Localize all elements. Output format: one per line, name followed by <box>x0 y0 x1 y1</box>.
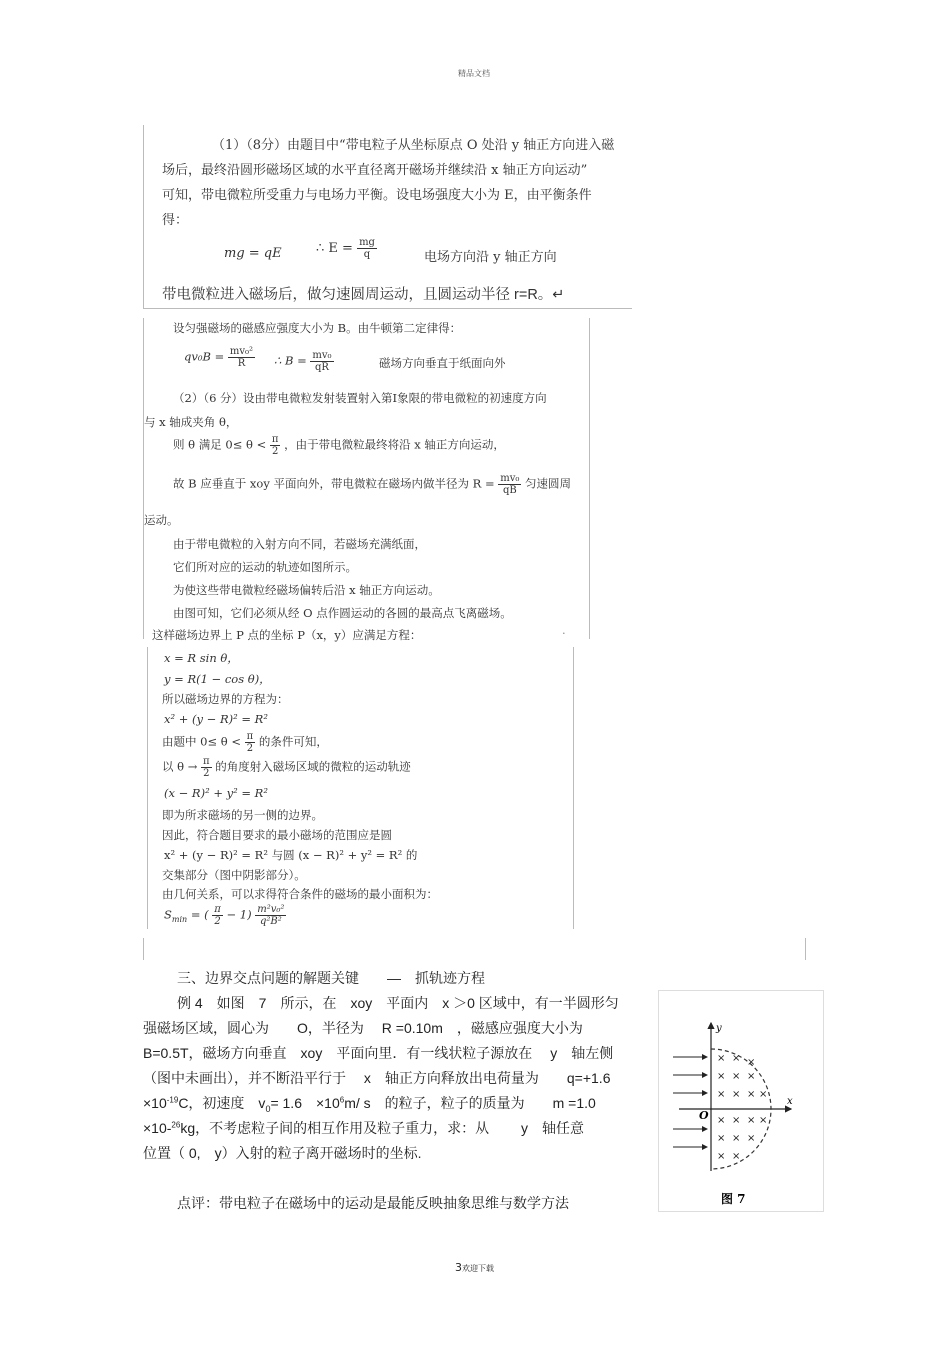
field-into-page-mark: × <box>717 1071 726 1082</box>
field-into-page-mark: × <box>717 1151 726 1162</box>
equation <box>274 350 334 373</box>
text-line <box>164 904 286 927</box>
denominator: 2 <box>214 916 221 927</box>
text-line: （1）（8分）由题目中“带电粒子从坐标原点 O 处沿 y 轴正方向进入磁 <box>212 138 615 153</box>
text-line <box>173 434 505 457</box>
fraction <box>255 904 286 927</box>
text-line: 可知，带电微粒所受重力与电场力平衡。设电场强度大小为 E，由平衡条件 <box>162 188 592 203</box>
figure-caption: 图 7 <box>721 1192 746 1206</box>
fraction <box>357 237 377 260</box>
equation: mg = qE <box>224 246 282 261</box>
text-part: 由题中 0≤ θ < <box>162 734 241 749</box>
field-into-page-mark: × <box>732 1071 741 1082</box>
field-into-page-mark: × <box>717 1115 726 1126</box>
text-line: （2）（6 分）设由带电微粒发射装置射入第Ⅰ象限的带电微粒的初速度方向 <box>173 391 547 405</box>
text-part: − 1) <box>226 907 252 922</box>
field-into-page-mark: × <box>717 1133 726 1144</box>
text-part: ×10 <box>143 1095 167 1111</box>
field-into-page-mark: × <box>732 1133 741 1144</box>
denominator: qR <box>314 362 329 373</box>
origin-label: O <box>699 1109 709 1122</box>
solution-block-2 <box>143 318 590 642</box>
equation <box>316 237 377 260</box>
denominator: qB <box>502 485 517 496</box>
text-line: 由于带电微粒的入射方向不同，若磁场充满纸面， <box>173 537 426 551</box>
text-part: = 1.6 ×10 <box>270 1095 340 1111</box>
page-footer <box>455 1261 494 1274</box>
field-into-page-mark: × <box>717 1089 726 1100</box>
text-line: 与 x 轴成夹角 θ， <box>144 415 238 429</box>
equation <box>184 346 255 369</box>
x-axis-label: x <box>787 1096 793 1107</box>
text-line: (x − R)² + y² = R² <box>164 786 268 800</box>
numerator: mv₀² <box>229 346 254 357</box>
paragraph-line: 例 4 如图 7 所示，在 xoy 平面内 x ＞0 区域中，有一半圆形匀 <box>177 995 619 1011</box>
text-line: 因此，符合题目要求的最小磁场的范围应是圆 <box>162 828 392 842</box>
text-part: C，初速度 v <box>178 1095 266 1111</box>
footer-text: 欢迎下载 <box>462 1264 494 1273</box>
divider <box>805 938 806 960</box>
equation-note: 磁场方向垂直于纸面向外 <box>379 356 506 370</box>
magnetic-field-diagram <box>659 991 823 1211</box>
field-into-page-mark: × <box>747 1089 756 1100</box>
fraction <box>498 473 521 496</box>
text-line <box>173 473 571 496</box>
text-line: x² + (y − R)² = R² <box>164 712 268 726</box>
text-line: 这样磁场边界上 P 点的坐标 P（x，y）应满足方程： <box>152 628 422 642</box>
subscript: min <box>171 914 188 924</box>
text-line: 由图可知，它们必须从经 O 点作圆运动的各圆的最高点飞离磁场。 <box>173 606 512 620</box>
text-line: 所以磁场边界的方程为： <box>162 692 289 706</box>
denominator: R <box>237 358 246 369</box>
numerator: π <box>246 731 254 742</box>
field-into-page-mark: × <box>732 1151 741 1162</box>
text-line: x² + (y − R)² = R² 与圆 (x − R)² + y² = R² 的 <box>164 848 418 862</box>
text-line: 由几何关系，可以求得符合条件的磁场的最小面积为： <box>162 887 438 901</box>
text-line: 设匀强磁场的磁感应强度大小为 B。由牛顿第二定律得： <box>173 321 462 335</box>
page-header: 精品文档 <box>458 69 490 78</box>
text-part: 则 θ 满足 0≤ θ < <box>173 437 267 452</box>
eq-prefix: ∴ E = <box>316 241 353 256</box>
fraction <box>270 434 281 457</box>
text-line: 场后，最终沿圆形磁场区域的水平直径离开磁场并继续沿 x 轴正方向运动” <box>162 163 588 178</box>
numerator: mv₀ <box>500 473 520 484</box>
text-part: 故 B 应垂直于 xoy 平面向外，带电微粒在磁场内做半径为 R = <box>173 476 495 491</box>
text-line: 为使这些带电微粒经磁场偏转后沿 x 轴正方向运动。 <box>173 583 440 597</box>
solution-block-1 <box>143 125 632 309</box>
numerator: mv₀ <box>312 350 332 361</box>
field-into-page-mark: × <box>732 1053 741 1064</box>
text-part: ×10- <box>143 1120 172 1136</box>
paragraph-line: （图中未画出），并不断沿平行于 x 轴正方向释放出电荷量为 q=+1.6 <box>143 1070 611 1086</box>
denominator: q²B² <box>259 916 282 927</box>
text-part: kg，不考虑粒子间的相互作用及粒子重力，求：从 y 轴任意 <box>180 1120 585 1136</box>
text-part: S <box>164 907 172 922</box>
denominator: 2 <box>271 446 279 457</box>
text-part: = ( <box>190 907 209 922</box>
denominator: 2 <box>246 743 254 754</box>
field-into-page-mark: × <box>747 1133 756 1144</box>
subscript: 0 <box>265 1103 271 1114</box>
eq-prefix: ∴ B = <box>274 353 307 368</box>
page-number: 3 <box>455 1261 462 1274</box>
text-line: 运动。 <box>144 513 179 527</box>
figure-7 <box>658 990 824 1212</box>
denominator: 2 <box>203 768 210 779</box>
superscript: 26 <box>171 1120 181 1130</box>
text-line: y = R(1 − cos θ)， <box>164 672 271 686</box>
text-part: ，由于带电微粒最终将沿 x 轴正方向运动， <box>284 437 505 452</box>
equation-note: 电场方向沿 y 轴正方向 <box>424 250 557 265</box>
superscript: 6 <box>339 1095 345 1105</box>
field-into-page-mark: × <box>747 1057 756 1068</box>
field-into-page-mark: × <box>759 1115 768 1126</box>
paragraph-line <box>143 1118 584 1138</box>
text-line: 它们所对应的运动的轨迹如图所示。 <box>173 560 357 574</box>
section-title: 三、边界交点问题的解题关键 — 抓轨迹方程 <box>177 970 485 986</box>
field-into-page-mark: × <box>717 1053 726 1064</box>
text-part: 的角度射入磁场区域的微粒的运动轨迹 <box>215 759 411 774</box>
text-line: 带电微粒进入磁场后，做匀速圆周运动，且圆运动半径 r=R。↵ <box>162 287 565 303</box>
text-line: x = R sin θ， <box>164 651 239 665</box>
text-part: 的条件可知， <box>258 734 328 749</box>
stray-dot: · <box>562 626 566 640</box>
paragraph-line <box>143 1093 596 1114</box>
divider <box>143 938 144 960</box>
paragraph-line: B=0.5T，磁场方向垂直 xoy 平面向里．有一线状粒子源放在 y 轴左侧 <box>143 1045 614 1061</box>
numerator: π <box>214 904 221 915</box>
text-part: m/ s 的粒子，粒子的质量为 m =1.0 <box>344 1095 596 1111</box>
text-part: 以 θ → <box>162 759 198 774</box>
denominator: q <box>363 249 371 260</box>
numerator: mg <box>359 237 375 248</box>
field-into-page-mark: × <box>732 1089 741 1100</box>
text-line: 即为所求磁场的另一侧的边界。 <box>162 808 323 822</box>
fraction <box>228 346 255 369</box>
eq-prefix: qv₀B = <box>184 349 225 364</box>
y-axis-label: y <box>716 1023 722 1034</box>
field-into-page-mark: × <box>759 1089 768 1100</box>
paragraph-line: 位置（ 0, y）入射的粒子离开磁场时的坐标. <box>143 1145 422 1161</box>
field-into-page-mark: × <box>732 1115 741 1126</box>
comment-line: 点评：带电粒子在磁场中的运动是最能反映抽象思维与数学方法 <box>177 1195 569 1211</box>
superscript: -19 <box>166 1095 179 1105</box>
text-line: 得： <box>162 213 189 228</box>
text-part: 匀速圆周 <box>525 476 572 491</box>
fraction <box>310 350 333 373</box>
text-line <box>162 731 328 754</box>
numerator: π <box>271 434 279 445</box>
field-into-page-mark: × <box>747 1071 756 1082</box>
field-into-page-mark: × <box>747 1115 756 1126</box>
fraction <box>212 904 223 927</box>
numerator: m²v₀² <box>257 904 285 915</box>
paragraph-line: 强磁场区域，圆心为 O，半径为 R =0.10m ，磁感应强度大小为 <box>143 1020 583 1036</box>
solution-block-3 <box>147 647 574 929</box>
fraction <box>201 756 212 779</box>
fraction <box>245 731 256 754</box>
numerator: π <box>203 756 210 767</box>
text-line <box>162 756 411 779</box>
text-line: 交集部分（图中阴影部分）。 <box>162 868 306 882</box>
